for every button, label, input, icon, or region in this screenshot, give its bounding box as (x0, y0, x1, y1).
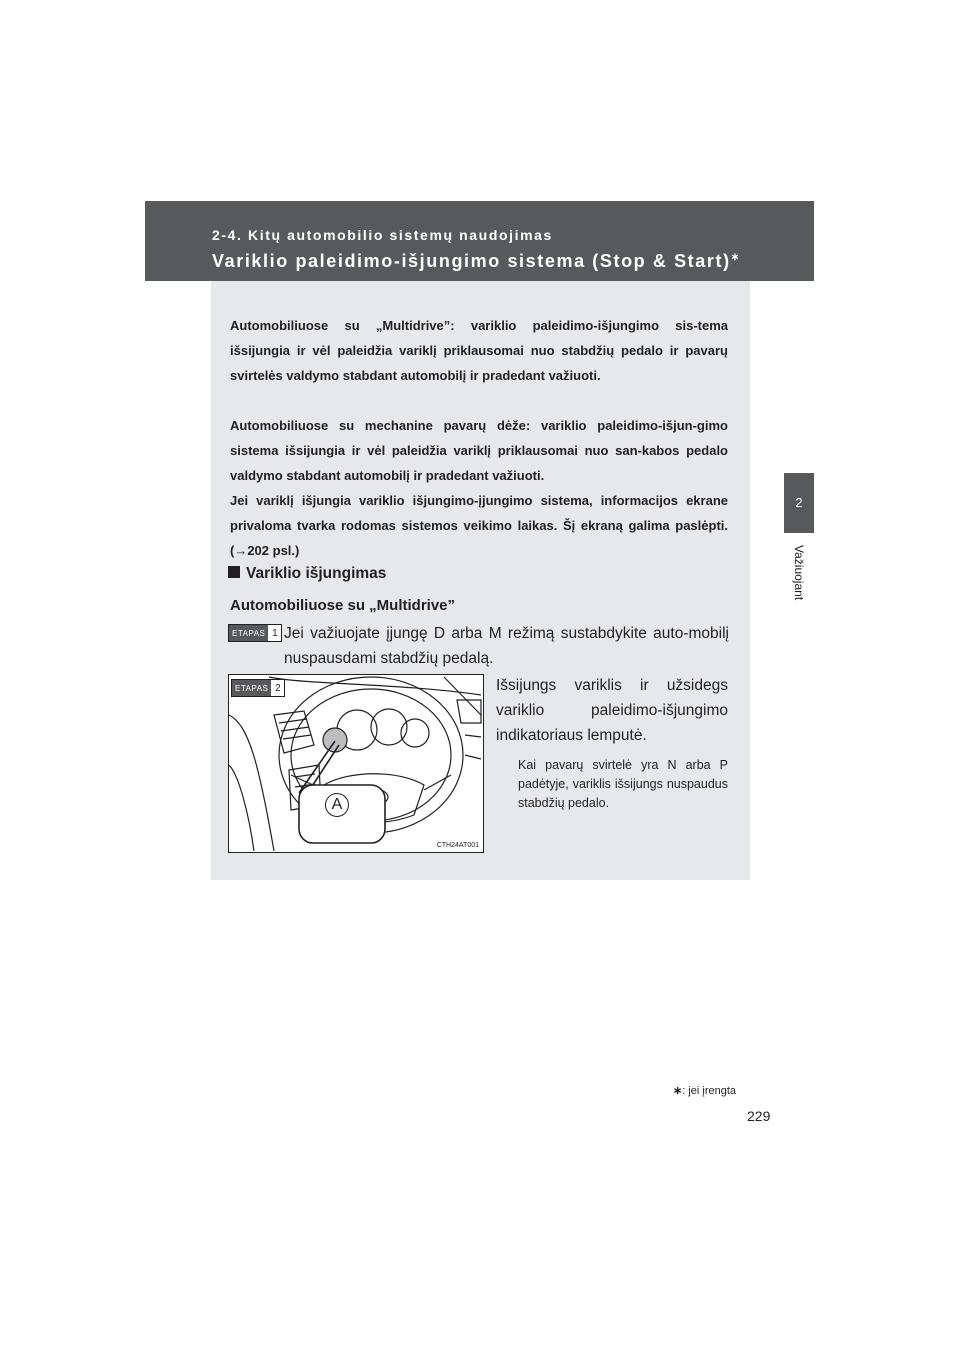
chapter-label: Važiuojant (792, 545, 806, 601)
content-box (211, 281, 750, 880)
section-subheading: Automobiliuose su „Multidrive” (230, 597, 456, 614)
intro-paragraph-3: Jei variklį išjungia variklio išjungimo-įjungimo sistema, informacijos ekrane privaloma tvarka rodomas sistemos veikimo laikas. Šį ekraną galima paslėpti. (→202 psl.) (230, 493, 728, 558)
section-heading: Variklio išjungimas (228, 565, 386, 583)
page-number: 229 (747, 1108, 771, 1124)
step-1-text: Jei važiuojate įjungę D arba M režimą sustabdykite auto-mobilį nuspausdami stabdžių pedalą. (284, 625, 729, 667)
square-bullet-icon (228, 566, 240, 578)
footnote: ∗: jei įrengta (673, 1085, 737, 1097)
dashboard-drawing-icon (229, 675, 483, 852)
page-title: Variklio paleidimo-išjungimo sistema (Stop & Start)∗ (212, 251, 740, 271)
figure-code: CTH24AT001 (436, 842, 479, 849)
intro-paragraph-1: Automobiliuose su „Multidrive”: variklio paleidimo-išjungimo sis-tema išsijungia ir vėl paleidžia variklį priklausomai nuo stabdžių pedalo ir pavarų svirtelės valdymo stabdant automobilį ir pradedant važiuoti. (230, 318, 728, 383)
page-header (145, 201, 814, 281)
intro-paragraph-2: Automobiliuose su mechanine pavarų dėže: variklio paleidimo-išjun-gimo sistema išsijungia ir vėl paleidžia variklį priklausomai nuo san-kabos pedalo valdymo stabdant automobilį ir pradedant važiuoti. (230, 418, 728, 483)
step-2-badge: ETAPAS 2 (231, 679, 285, 697)
title-asterisk: ∗ (730, 252, 740, 263)
step-2-note: Kai pavarų svirtelė yra N arba P padėtyje, variklis išsijungs nuspaudus stabdžių pedalo. (518, 758, 728, 810)
steering-wheel-illustration (228, 674, 484, 853)
section-title: 2-4. Kitų automobilio sistemų naudojimas (212, 227, 553, 243)
step-1-badge: ETAPAS 1 (228, 624, 282, 642)
callout-label: A (325, 793, 349, 817)
chapter-tab: 2 (784, 473, 814, 533)
step-2-text: Išsijungs variklis ir užsidegs variklio paleidimo-išjungimo indikatoriaus lemputė. (496, 677, 728, 744)
